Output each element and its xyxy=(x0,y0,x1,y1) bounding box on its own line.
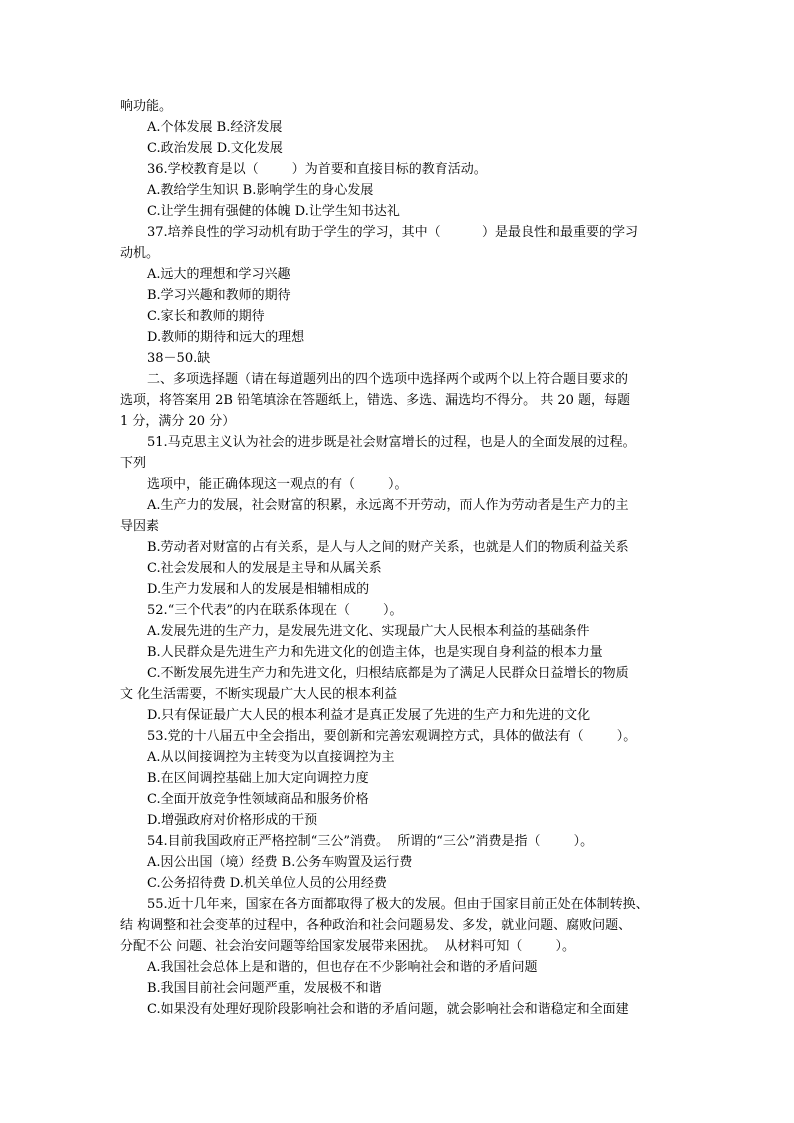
text-line: C.如果没有处理好现阶段影响社会和谐的矛盾问题，就会影响社会和谐稳定和全面建 xyxy=(147,1002,629,1017)
text-line: 选项，将答案用 2B 铅笔填涂在答题纸上，错选、多选、漏选均不得分。 共 20 题，每题 xyxy=(120,393,631,408)
text-line: C.全面开放竞争性领域商品和服务价格 xyxy=(147,792,369,807)
text-line: A.从以间接调控为主转变为以直接调控为主 xyxy=(147,750,395,765)
text-line: C.公务招待费 D.机关单位人员的公用经费 xyxy=(147,876,387,891)
text-line: 53.党的十八届五中全会指出，要创新和完善宏观调控方式，具体的做法有（ ）。 xyxy=(147,729,637,744)
text-line: A.生产力的发展，社会财富的积累，永远离不开劳动，而人作为劳动者是生产力的主 xyxy=(147,498,629,513)
text-line: D.只有保证最广大人民的根本利益才是真正发展了先进的生产力和先进的文化 xyxy=(147,708,591,723)
text-line: B.学习兴趣和教师的期待 xyxy=(147,288,291,303)
text-line: 51.马克思主义认为社会的进步既是社会财富增长的过程，也是人的全面发展的过程。 xyxy=(147,435,636,450)
text-line: 55.近十几年来，国家在各方面都取得了极大的发展。但由于国家目前正处在体制转换、 xyxy=(147,897,649,912)
text-line: C.家长和教师的期待 xyxy=(147,309,265,324)
text-line: A.个体发展 B.经济发展 xyxy=(147,120,283,135)
text-line: 分配不公 问题、社会治安问题等给国家发展带来困扰。 从材料可知（ ）。 xyxy=(120,939,575,954)
text-line: 导因素 xyxy=(120,519,160,534)
text-line: 响功能。 xyxy=(120,99,173,114)
text-line: D.增强政府对价格形成的干预 xyxy=(147,813,318,828)
text-line: 37.培养良性的学习动机有助于学生的学习，其中（ ）是最良性和最重要的学习 xyxy=(147,225,638,240)
text-line: C.让学生拥有强健的体魄 D.让学生知书达礼 xyxy=(147,204,400,219)
text-line: B.在区间调控基础上加大定向调控力度 xyxy=(147,771,369,786)
text-line: B.劳动者对财富的占有关系，是人与人之间的财产关系，也就是人们的物质利益关系 xyxy=(147,540,629,555)
text-line: 二、多项选择题（请在每道题列出的四个选项中选择两个或两个以上符合题目要求的 xyxy=(147,372,629,387)
text-line: C.不断发展先进生产力和先进文化，归根结底都是为了满足人民群众日益增长的物质 xyxy=(147,666,629,681)
text-line: 1 分，满分 20 分） xyxy=(120,414,236,429)
text-line: A.因公出国（境）经费 B.公务车购置及运行费 xyxy=(147,855,413,870)
text-line: 38－50.缺 xyxy=(147,351,211,366)
text-line: D.生产力发展和人的发展是相辅相成的 xyxy=(147,582,370,597)
text-line: B.人民群众是先进生产力和先进文化的创造主体，也是实现自身利益的根本力量 xyxy=(147,645,603,660)
text-line: 下列 xyxy=(120,456,147,471)
text-line: 动机。 xyxy=(120,246,160,261)
text-line: 52.“三个代表”的内在联系体现在（ ）。 xyxy=(147,603,403,618)
text-line: C.社会发展和人的发展是主导和从属关系 xyxy=(147,561,382,576)
text-line: 结 构调整和社会变革的过程中，各种政治和社会问题易发、多发，就业问题、腐败问题、 xyxy=(120,918,632,933)
text-line: A.我国社会总体上是和谐的，但也存在不少影响社会和谐的矛盾问题 xyxy=(147,960,538,975)
text-line: B.我国目前社会问题严重，发展极不和谐 xyxy=(147,981,382,996)
text-line: 选项中，能正确体现这一观点的有（ ）。 xyxy=(147,477,408,492)
text-line: 文 化生活需要，不断实现最广大人民的根本利益 xyxy=(120,687,398,702)
text-line: C.政治发展 D.文化发展 xyxy=(147,141,283,156)
text-line: A.远大的理想和学习兴趣 xyxy=(147,267,291,282)
text-line: A.发展先进的生产力，是发展先进文化、实现最广大人民根本利益的基础条件 xyxy=(147,624,590,639)
text-line: 54.目前我国政府正严格控制“三公”消费。 所谓的“三公”消费是指（ ）。 xyxy=(147,834,594,849)
text-line: 36.学校教育是以（ ）为首要和直接目标的教育活动。 xyxy=(147,162,487,177)
text-line: D.教师的期待和远大的理想 xyxy=(147,330,305,345)
text-line: A.教给学生知识 B.影响学生的身心发展 xyxy=(147,183,374,198)
